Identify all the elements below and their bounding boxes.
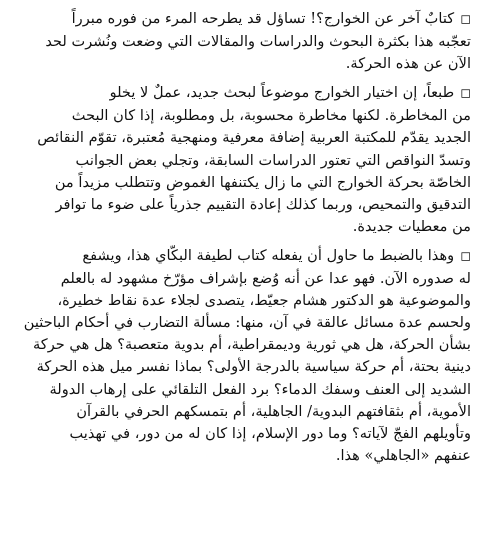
- square-bullet-icon: ◻: [460, 248, 471, 264]
- paragraph-3: [10, 245, 471, 467]
- square-bullet-icon: ◻: [460, 86, 471, 102]
- paragraph-line: تعجّبه هذا بكثرة البحوث والدراسات والمقالات التي وضعت ونُشرت لحد: [45, 33, 471, 51]
- square-bullet-icon: ◻: [460, 12, 471, 27]
- paragraph-line: بشأن الحركة، هل هي ثورية وديمقراطية، أم بدوية متعصبة؟ هل هي حركة: [32, 336, 471, 354]
- paragraph-2: [10, 82, 471, 238]
- paragraph-line: الجديد يقدّم للمكتبة العربية إضافة معرفية ومنهجية مُعتبرة، تقوّم النقائص: [37, 129, 471, 147]
- paragraph-line: [10, 82, 471, 105]
- paragraph-line: الأموية، أم بثقافتهم البدوية/ الجاهلية، أم بتمسكهم الحرفي بالقرآن: [76, 402, 471, 420]
- paragraph-1: [10, 8, 471, 75]
- paragraph-line: ولحسم عدة مسائل عالقة في آن، منها: مسألة التضارب في أحكام الباحثين: [23, 314, 471, 332]
- paragraph-line: [10, 8, 471, 31]
- paragraph-line: والموضوعية هو الدكتور هشام جعيّط، يتصدى لجلاء عدة نقاط خطيرة،: [57, 292, 471, 310]
- paragraph-line: وتسدّ النواقص التي تعتور الدراسات السابقة، وتجلي بعض الجوانب: [75, 151, 471, 169]
- paragraph-line-text: كتابٌ آخر عن الخوارج؟! تساؤل قد يطرحه المرء من فوره مبرراً: [71, 10, 455, 27]
- paragraph-line-text: وهذا بالضبط ما حاول أن يفعله كتاب لطيفة البكّاي هذا، ويشفع: [82, 246, 455, 264]
- paragraph-line: دينية بحتة، أم حركة سياسية بالدرجة الأولى؟ بماذا نفسر ميل هذه الحركة: [36, 358, 471, 376]
- paragraph-line: من المخاطرة. لكنها مخاطرة محسوبة، بل ومطلوبة، إذا كان البحث: [71, 107, 471, 125]
- paragraph-line: الشديد إلى العنف وسفك الدماء؟ برد الفعل التلقائي على إرهاب الدولة: [49, 380, 471, 398]
- paragraph-line: عنفهم «الجاهلي» هذا.: [335, 446, 471, 464]
- paragraph-line: الخاصّة بحركة الخوارج التي ما زال يكتنفها الغموض وتتطلب مزيداً من: [54, 173, 471, 191]
- paragraph-line-text: طبعاً، إن اختيار الخوارج موضوعاً لبحث جديد، عملٌ لا يخلو: [109, 84, 455, 102]
- paragraph-line: الآن عن هذه الحركة.: [345, 55, 471, 73]
- paragraph-line: [10, 245, 471, 268]
- paragraph-line: التدقيق والتمحيص، وربما كذلك إعادة التقييم جذرياً على ضوء ما توافر: [55, 195, 471, 213]
- paragraph-line: له صدوره الآن. فهو عدا عن أنه وُضع بإشراف مؤرّخ مشهود له بالعلم: [60, 270, 471, 288]
- paragraph-line: وتأويلهم الفجّ لآياته؟ وما دور الإسلام، إذا كان له من دور، في تهذيب: [69, 424, 471, 442]
- paragraph-line: من معطيات جديدة.: [352, 217, 471, 235]
